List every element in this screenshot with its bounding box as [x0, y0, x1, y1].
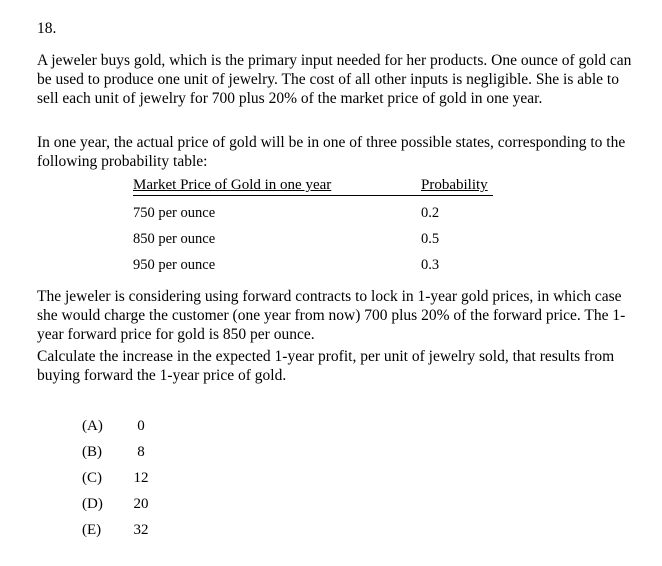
question-prompt-paragraph: Calculate the increase in the expected 1-year profit, per unit of jewelry sold, that results from buying forward the 1-year price of gold. — [37, 348, 615, 384]
table-cell-price: 750 per ounce — [133, 205, 216, 221]
option-letter-b: (B) — [82, 444, 102, 460]
probability-intro-paragraph: In one year, the actual price of gold will be in one of three possible states, corresponding to the following probability table: — [37, 134, 626, 170]
option-value-d: 20 — [133, 496, 149, 512]
table-cell-probability: 0.3 — [421, 257, 440, 273]
option-letter-d: (D) — [82, 496, 103, 512]
option-value-e: 32 — [133, 522, 149, 538]
option-value-c: 12 — [133, 470, 149, 486]
option-letter-e: (E) — [82, 522, 102, 538]
table-cell-probability: 0.5 — [421, 231, 440, 247]
option-letter-c: (C) — [82, 470, 102, 486]
table-header-probability: Probability — [421, 177, 488, 193]
table-header-price: Market Price of Gold in one year — [133, 177, 332, 193]
table-cell-probability: 0.2 — [421, 205, 440, 221]
option-value-a: 0 — [137, 418, 145, 434]
option-value-b: 8 — [137, 444, 145, 460]
option-letter-a: (A) — [82, 418, 103, 434]
table-cell-price: 850 per ounce — [133, 231, 216, 247]
question-number: 18. — [37, 20, 57, 37]
forward-contract-paragraph: The jeweler is considering using forward contracts to lock in 1-year gold prices, in which case she would charge the customer (one year from now) 700 plus 20% of the forward price. The 1-year forward price for gold is 850 per ounce. — [37, 288, 626, 343]
problem-intro-paragraph: A jeweler buys gold, which is the primary input needed for her products. One ounce of gold can be used to produce one unit of jewelry. The cost of all other inputs is negligible. She is able to sell each unit of jewelry for 700 plus 20% of the market price of gold in one year. — [37, 52, 632, 107]
table-cell-price: 950 per ounce — [133, 257, 216, 273]
table-header-rule — [133, 195, 493, 196]
